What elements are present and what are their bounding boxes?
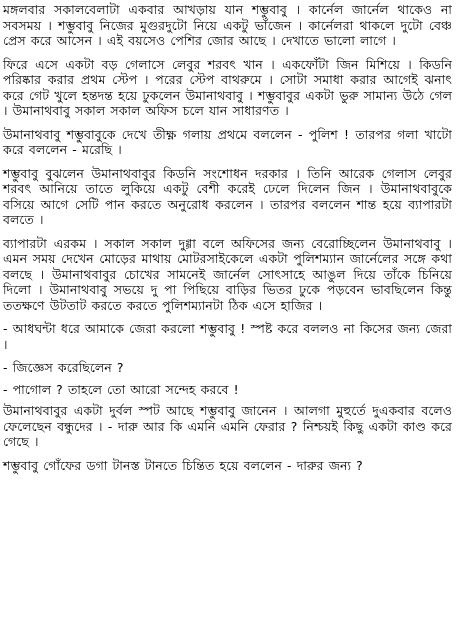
dialogue-line-2: - জিজ্ঞেস করেছিলেন ?: [3, 360, 124, 375]
paragraph-5: ব্যাপারটা এরকম । সকাল সকাল দুগ্গা বলে অফিসের জন্য বেরোচ্ছিলেন উমানাথবাবু । এমন সময় দেখেন মোড়ের মাথায় মোটরসাইকেলে একটা পুলিশম্যান জার্নেলের সঙ্গে কথা বলছে । উমানাথবাবুর চোখের সামনেই জার্নেল সোৎসাহে আঙুল দিয়ে তাঁকে চিনিয়ে দিলো । উমানাথবাবু সভয়ে দু পা পিছিয়ে বাড়ির ভিতর ঢুকে পড়বেন ভাবছিলেন কিন্তু ততক্ষণে উটতাট করতে করতে পুলিশম্যানটা ঠিক এসে হাজির ।: [3, 235, 452, 313]
paragraph-3: উমানাথবাবু শম্ভুবাবুকে দেখে তীক্ষ্ণ গলায় প্রথমে বললেন - পুলিশ ! তারপর গলা খাটো করে বললেন - মরেছি ।: [3, 126, 452, 157]
paragraph-2: ফিরে এসে একটা বড় গেলাসে লেবুর শরবৎ খান । একফোঁটা জিন মিশিয়ে । কিডনি পরিষ্কার করার প্রথম স্টেপ । পরের স্টেপ বাথরুমে । সোটা সমাধা করার আগেই ঝনাৎ করে গেট খুলে হন্তদন্ত হয়ে ঢুকলেন উমানাথবাবু । শম্ভুবাবুর একটা ভুরু সামান্য উঠে গেল । উমানাথবাবু সকাল সকাল অফিস চলে যান সাধারণত ।: [3, 56, 452, 118]
dialogue-line-1: - আধঘন্টা ধরে আমাকে জেরা করলো শম্ভুবাবু ! স্পষ্ট করে বললও না কিসের জন্য জেরা ।: [3, 321, 452, 352]
paragraph-6: উমানাথবাবুর একটা দুর্বল স্পট আছে শম্ভুবাবু জানেন । আলগা মুহুর্তে দুএকবার বলেও ফেলেছেন বন্ধুদের । - দারু আর কি এমনি এমনি ফেরার ? নিশ্চয়ই কিছু একটা কাণ্ড করে গেছে ।: [3, 403, 452, 449]
paragraph-4: শম্ভুবাবু বুঝলেন উমানাথবাবুর কিডনি সংশোধন দরকার । তিনি আরেক গেলাস লেবুর শরবৎ আনিয়ে তাতে লুকিয়ে একটু বেশী করেই ঢেলে দিলেন জিন । উমানাথবাবুকে বসিয়ে আগে সেটি পান করতে অনুরোধ করলেন । তারপর বললেন শান্ত হয়ে ব্যাপারটা বলতে ।: [3, 165, 452, 227]
paragraph-7: শম্ভুবাবু গোঁফের ডগা টানস্ত টানতে চিন্তিত হয়ে বললেন - দারুর জন্য ?: [3, 457, 363, 473]
paragraph-1: মঙ্গলবার সকালবেলাটা একবার আখড়ায় যান শম্ভুবাবু । কার্নেল জার্নেল থাকেও না সবসময় । শম্ভুবাবু নিজের মুগুরদুটো নিয়ে একটু ভাঁজেন । কার্নেলরা থাকলে দুটো বেঞ্চ প্রেস করে আসেন । এই বয়সেও পেশির জোর আছে । দেখাতে ভালো লাগে ।: [3, 2, 452, 48]
dialogue-line-3: - পাগোল ? তাহলে তো আরো সন্দেহ করবে !: [3, 381, 239, 397]
